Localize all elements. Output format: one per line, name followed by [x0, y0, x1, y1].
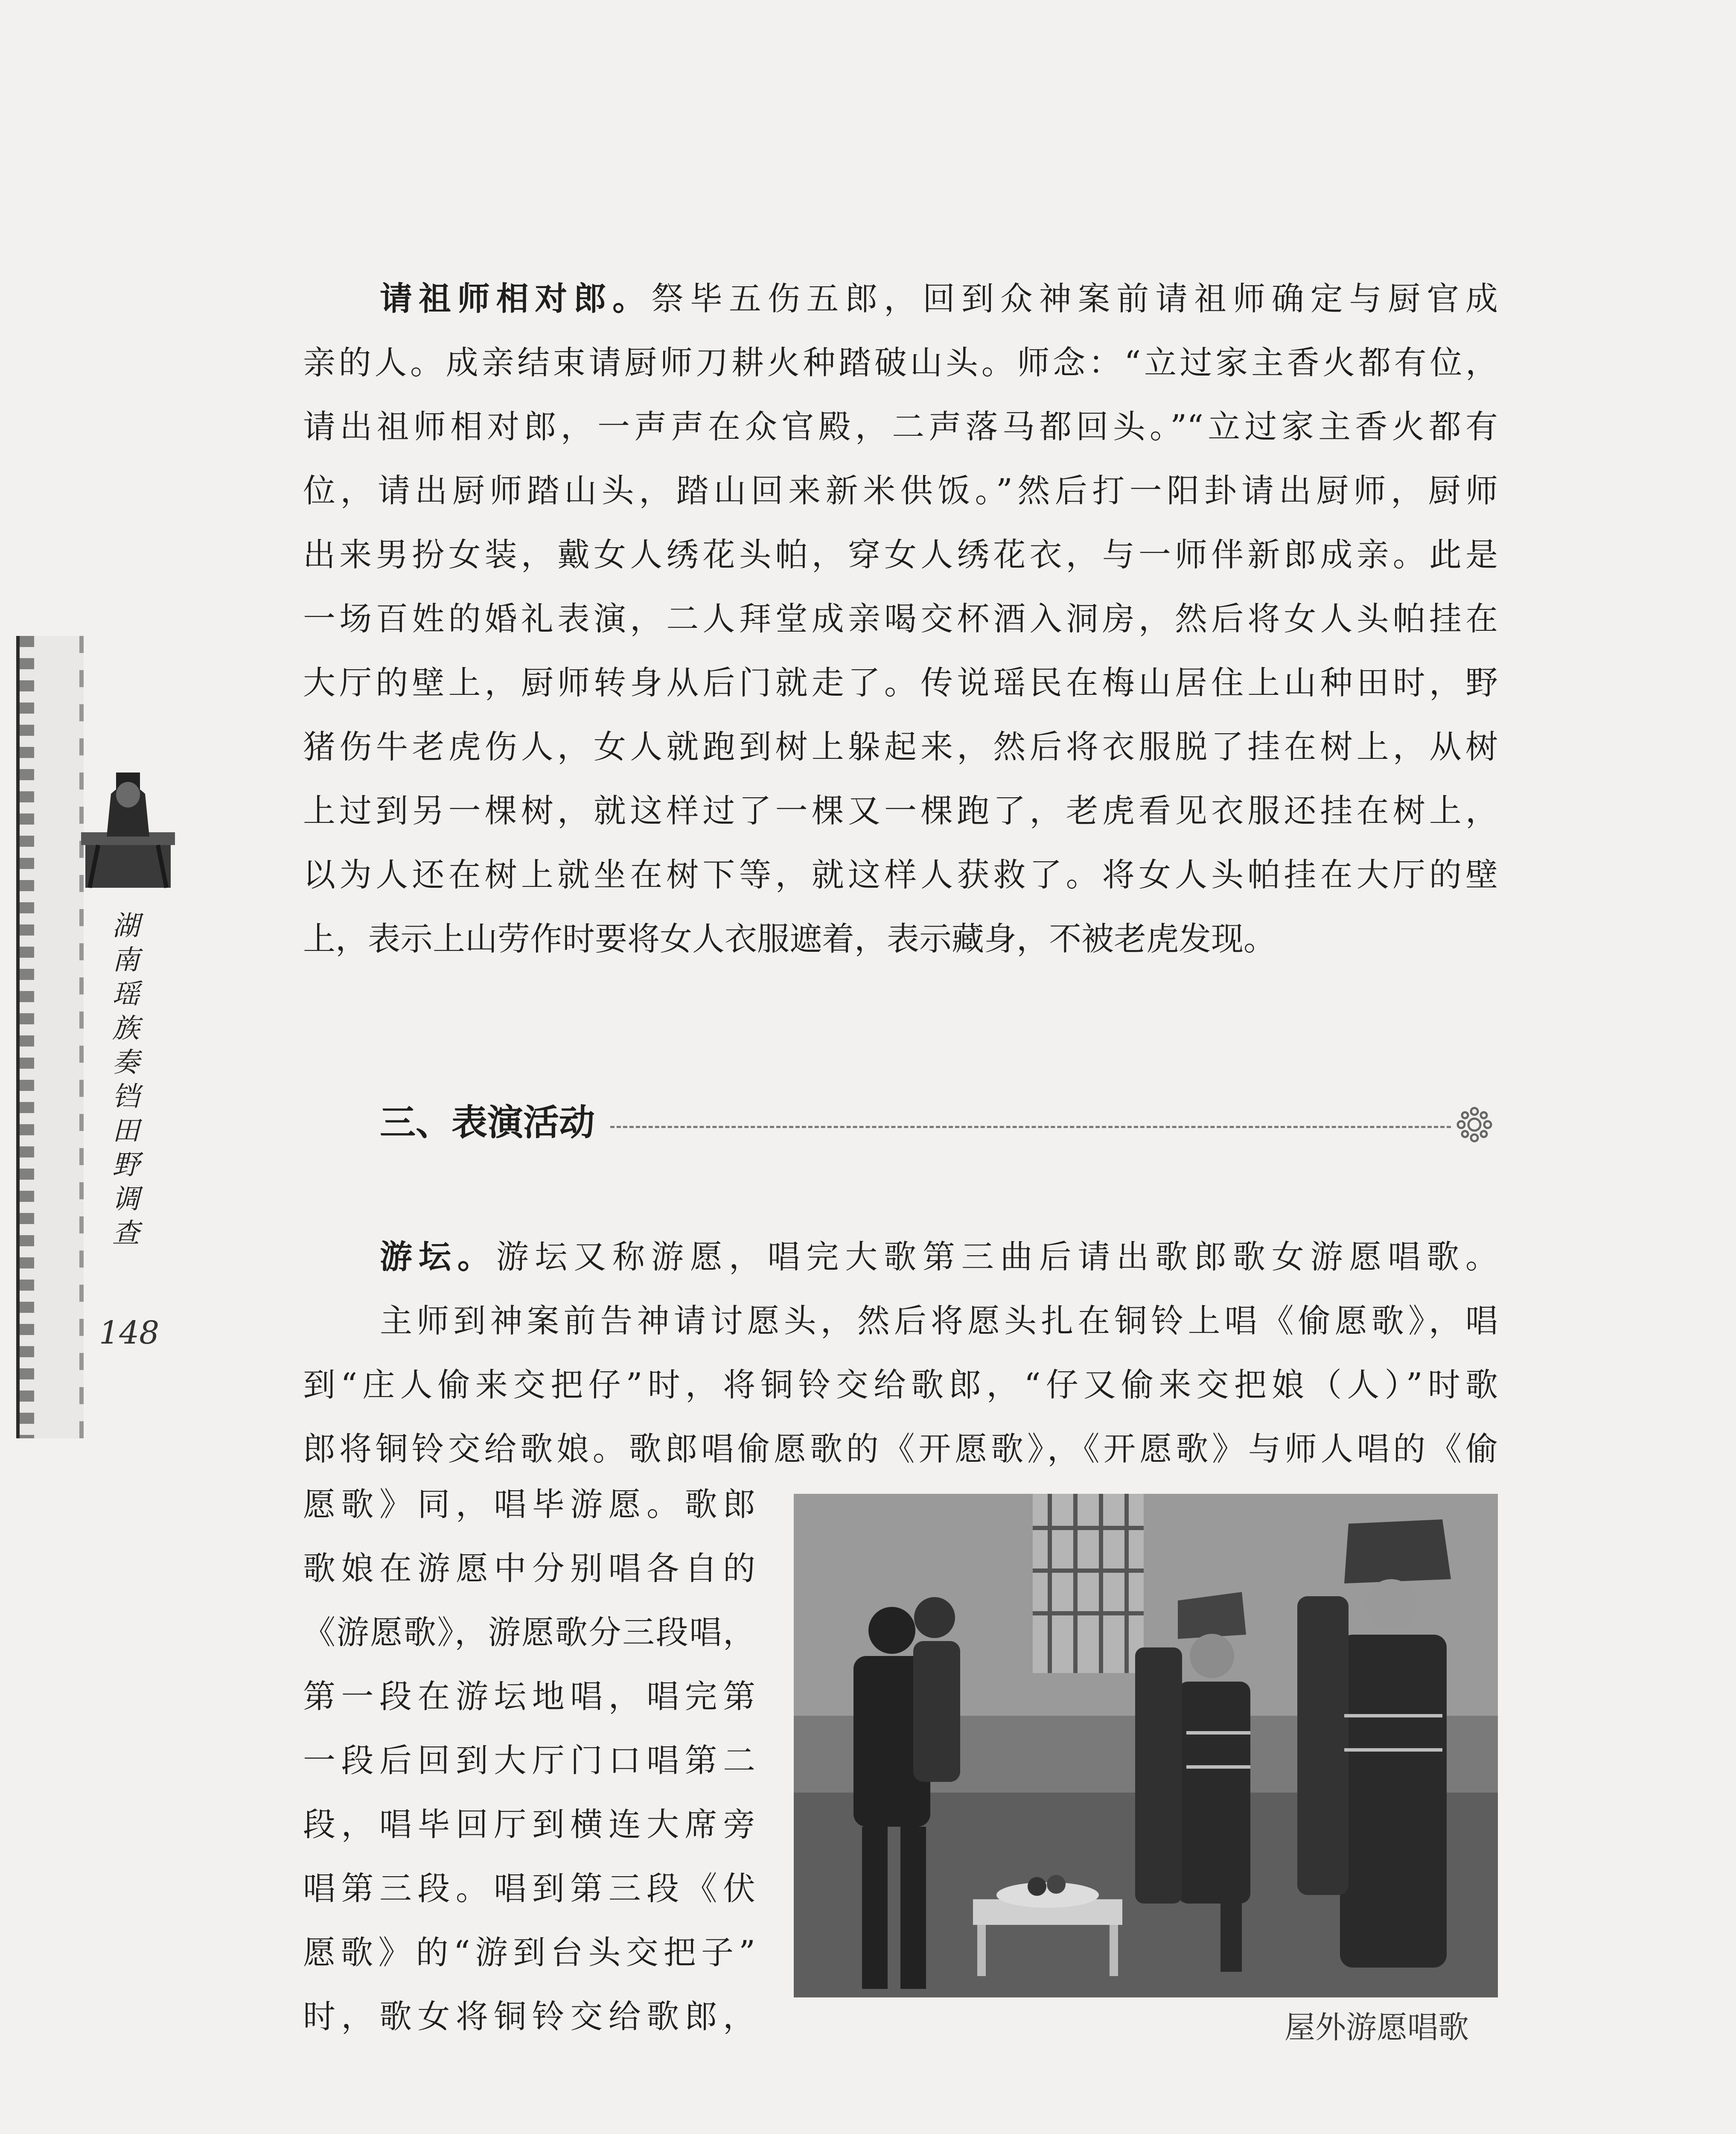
paragraph-lead: 游坛。 [380, 1238, 496, 1276]
text-line: 主师到神案前告神请讨愿头，然后将愿头扎在铜铃上唱《偷愿歌》，唱 [380, 1302, 1498, 1340]
text-line: 出来男扮女装，戴女人绣花头帕，穿女人绣花衣，与一师伴新郎成亲。此是 [303, 536, 1498, 574]
paragraph-wrap-column [303, 1472, 755, 2049]
border-edge [79, 636, 84, 1438]
text-line: 请出祖师相对郎，一声声在众官殿，二声落马都回头。”“立过家主香火都有 [303, 408, 1498, 446]
photo-outdoor-singing [794, 1494, 1498, 1997]
text-line: 上过到另一棵树，就这样过了一棵又一棵跑了，老虎看见衣服还挂在树上， [303, 792, 1498, 830]
paragraph-you-tan [303, 1225, 1498, 1481]
text-line: 请祖师相对郎。祭毕五伤五郎，回到众神案前请祖师确定与厨官成 [380, 280, 1498, 318]
paragraph-ancestor-master [303, 267, 1498, 971]
text-line: 位，请出厨师踏山头，踏山回来新米供饭。”然后打一阳卦请出厨师，厨师 [303, 472, 1498, 510]
text-line: 以为人还在树上就坐在树下等，就这样人获救了。将女人头帕挂在大厅的壁 [303, 856, 1498, 894]
text-line: 《游愿歌》，游愿歌分三段唱， [303, 1613, 755, 1651]
text-line: 郎将铜铃交给歌娘。歌郎唱偷愿歌的《开愿歌》，《开愿歌》与师人唱的《偷 [303, 1430, 1498, 1468]
text-line: 游坛。游坛又称游愿，唱完大歌第三曲后请出歌郎歌女游愿唱歌。 [380, 1238, 1498, 1276]
decorative-border-band [16, 636, 84, 1438]
text-line: 歌娘在游愿中分别唱各自的 [303, 1549, 755, 1587]
text-line: 第一段在游坛地唱，唱完第 [303, 1677, 755, 1715]
text-line: 段，唱毕回厅到横连大席旁 [303, 1805, 755, 1843]
book-title-vertical: 湖南瑶族奏铛田野调查 [112, 910, 140, 1249]
text-line: 愿歌》同，唱毕游愿。歌郎 [303, 1485, 755, 1523]
text-line: 愿歌》的“游到台头交把子” [303, 1933, 755, 1971]
text-line: 一场百姓的婚礼表演，二人拜堂成亲喝交杯酒入洞房，然后将女人头帕挂在 [303, 600, 1498, 638]
text-line: 到“庄人偷来交把仔”时，将铜铃交给歌郎，“仔又偷来交把娘（人）”时歌 [303, 1366, 1498, 1404]
section-heading [380, 1093, 1498, 1152]
photo-illustration [794, 1494, 1498, 1997]
section-divider [610, 1126, 1451, 1128]
text-line: 唱第三段。唱到第三段《伏 [303, 1869, 755, 1907]
statue-figure-icon [81, 768, 175, 892]
flower-ornament-icon [1455, 1105, 1494, 1144]
text-line: 一段后回到大厅门口唱第二 [303, 1741, 755, 1779]
border-pattern [20, 636, 34, 1438]
text-line: 大厅的壁上，厨师转身从后门就走了。传说瑶民在梅山居住上山种田时，野 [303, 664, 1498, 702]
text-line: 亲的人。成亲结束请厨师刀耕火种踏破山头。师念：“立过家主香火都有位， [303, 344, 1498, 382]
text-line: 猪伤牛老虎伤人，女人就跑到树上躲起来，然后将衣服脱了挂在树上，从树 [303, 728, 1498, 766]
paragraph-lead: 请祖师相对郎。 [380, 280, 651, 318]
page-number: 148 [99, 1315, 160, 1351]
text-line: 时，歌女将铜铃交给歌郎， [303, 1997, 755, 2035]
section-title: 三、表演活动 [380, 1102, 595, 1143]
text-line: 上，表示上山劳作时要将女人衣服遮着，表示藏身，不被老虎发现。 [303, 920, 1276, 958]
photo-caption: 屋外游愿唱歌 [1285, 2009, 1469, 2045]
